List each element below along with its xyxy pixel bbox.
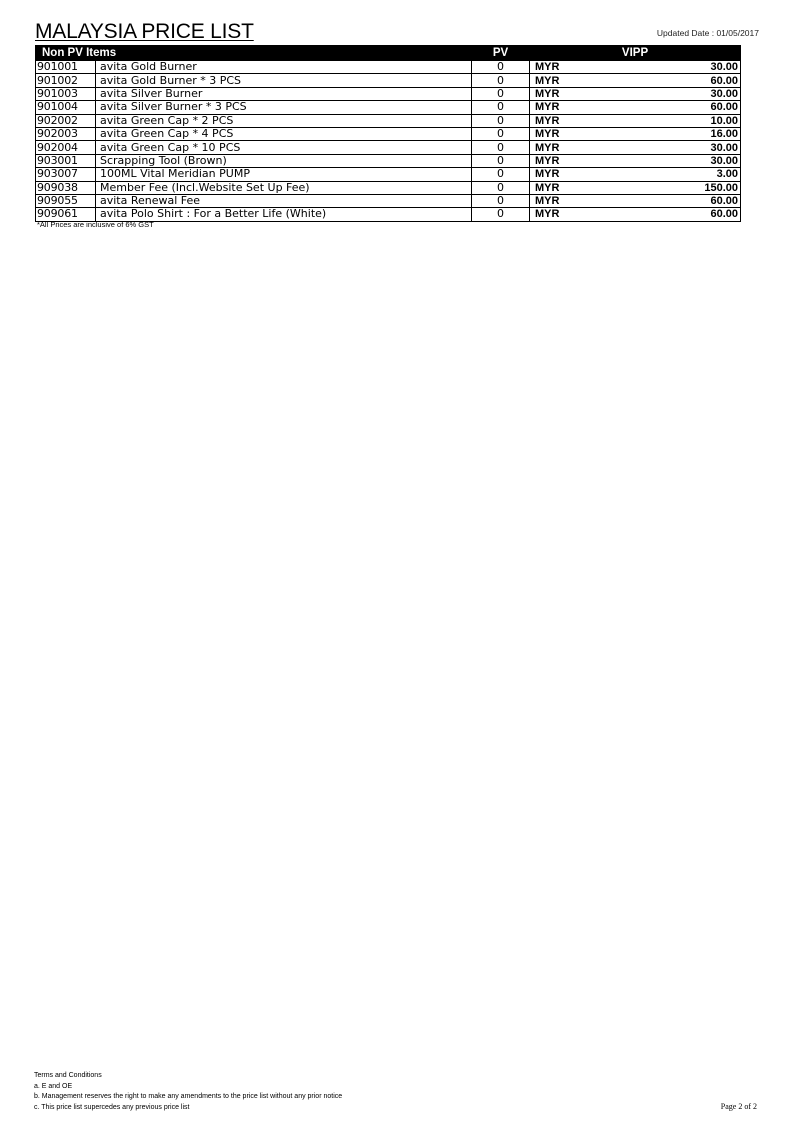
currency-cell: MYR [530, 61, 590, 74]
currency-cell: MYR [530, 114, 590, 127]
price-cell: 30.00 [590, 61, 741, 74]
pv-value-cell: 0 [472, 74, 530, 87]
currency-cell: MYR [530, 74, 590, 87]
price-cell: 60.00 [590, 74, 741, 87]
table-row [36, 114, 741, 127]
page-number: Page 2 of 2 [720, 1102, 757, 1111]
item-code-cell: 909038 [36, 181, 96, 194]
gst-note: *All Prices are inclusive of 6% GST [37, 220, 154, 229]
pv-value-cell: 0 [472, 168, 530, 181]
terms-and-conditions [34, 1071, 342, 1113]
item-description-cell: avita Green Cap * 2 PCS [96, 114, 472, 127]
item-code-cell: 902004 [36, 141, 96, 154]
price-cell: 16.00 [590, 127, 741, 140]
pv-value-cell: 0 [472, 194, 530, 207]
item-description-cell: avita Gold Burner * 3 PCS [96, 74, 472, 87]
item-code-cell: 901002 [36, 74, 96, 87]
terms-item: a. E and OE [34, 1082, 73, 1090]
price-cell: 10.00 [590, 114, 741, 127]
pv-value-cell: 0 [472, 114, 530, 127]
currency-cell: MYR [530, 208, 590, 221]
pv-value-cell: 0 [472, 127, 530, 140]
price-table-body [36, 61, 741, 222]
table-row [36, 141, 741, 154]
table-row [36, 168, 741, 181]
price-cell: 30.00 [590, 141, 741, 154]
price-cell: 30.00 [590, 87, 741, 100]
price-cell: 60.00 [590, 194, 741, 207]
currency-cell: MYR [530, 168, 590, 181]
table-row [36, 74, 741, 87]
currency-cell: MYR [530, 154, 590, 167]
item-description-cell: avita Gold Burner [96, 61, 472, 74]
item-code-cell: 902003 [36, 127, 96, 140]
table-row [36, 194, 741, 207]
table-header-row [36, 46, 741, 61]
pv-value-cell: 0 [472, 141, 530, 154]
updated-date: Updated Date : 01/05/2017 [656, 28, 759, 38]
item-description-cell: avita Polo Shirt : For a Better Life (White) [96, 208, 472, 221]
currency-cell: MYR [530, 101, 590, 114]
table-row [36, 87, 741, 100]
header-pv: PV [472, 46, 530, 61]
header-vipp: VIPP [530, 46, 741, 61]
item-code-cell: 901003 [36, 87, 96, 100]
item-code-cell: 909055 [36, 194, 96, 207]
pv-value-cell: 0 [472, 61, 530, 74]
header-non-pv-items: Non PV Items [36, 46, 472, 61]
currency-cell: MYR [530, 127, 590, 140]
item-code-cell: 901001 [36, 61, 96, 74]
pv-value-cell: 0 [472, 154, 530, 167]
pv-value-cell: 0 [472, 87, 530, 100]
table-row [36, 101, 741, 114]
price-cell: 3.00 [590, 168, 741, 181]
item-description-cell: Scrapping Tool (Brown) [96, 154, 472, 167]
table-row [36, 127, 741, 140]
terms-heading: Terms and Conditions [34, 1072, 102, 1079]
table-row [36, 154, 741, 167]
item-description-cell: 100ML Vital Meridian PUMP [96, 168, 472, 181]
item-code-cell: 903007 [36, 168, 96, 181]
price-cell: 150.00 [590, 181, 741, 194]
pv-value-cell: 0 [472, 208, 530, 221]
pv-value-cell: 0 [472, 101, 530, 114]
table-row [36, 181, 741, 194]
currency-cell: MYR [530, 194, 590, 207]
item-description-cell: avita Silver Burner [96, 87, 472, 100]
item-description-cell: Member Fee (Incl.Website Set Up Fee) [96, 181, 472, 194]
item-description-cell: avita Green Cap * 10 PCS [96, 141, 472, 154]
page-title: MALAYSIA PRICE LIST [35, 20, 254, 43]
item-description-cell: avita Renewal Fee [96, 194, 472, 207]
currency-cell: MYR [530, 181, 590, 194]
price-table [35, 45, 741, 222]
currency-cell: MYR [530, 87, 590, 100]
currency-cell: MYR [530, 141, 590, 154]
price-cell: 30.00 [590, 154, 741, 167]
price-cell: 60.00 [590, 208, 741, 221]
table-row [36, 61, 741, 74]
item-code-cell: 903001 [36, 154, 96, 167]
item-code-cell: 909061 [36, 208, 96, 221]
terms-item: c. This price list supercedes any previous price list [34, 1103, 190, 1111]
item-code-cell: 902002 [36, 114, 96, 127]
item-description-cell: avita Green Cap * 4 PCS [96, 127, 472, 140]
pv-value-cell: 0 [472, 181, 530, 194]
terms-item: b. Management reserves the right to make any amendments to the price list without any prior notice [34, 1093, 343, 1100]
item-code-cell: 901004 [36, 101, 96, 114]
price-cell: 60.00 [590, 101, 741, 114]
item-description-cell: avita Silver Burner * 3 PCS [96, 101, 472, 114]
